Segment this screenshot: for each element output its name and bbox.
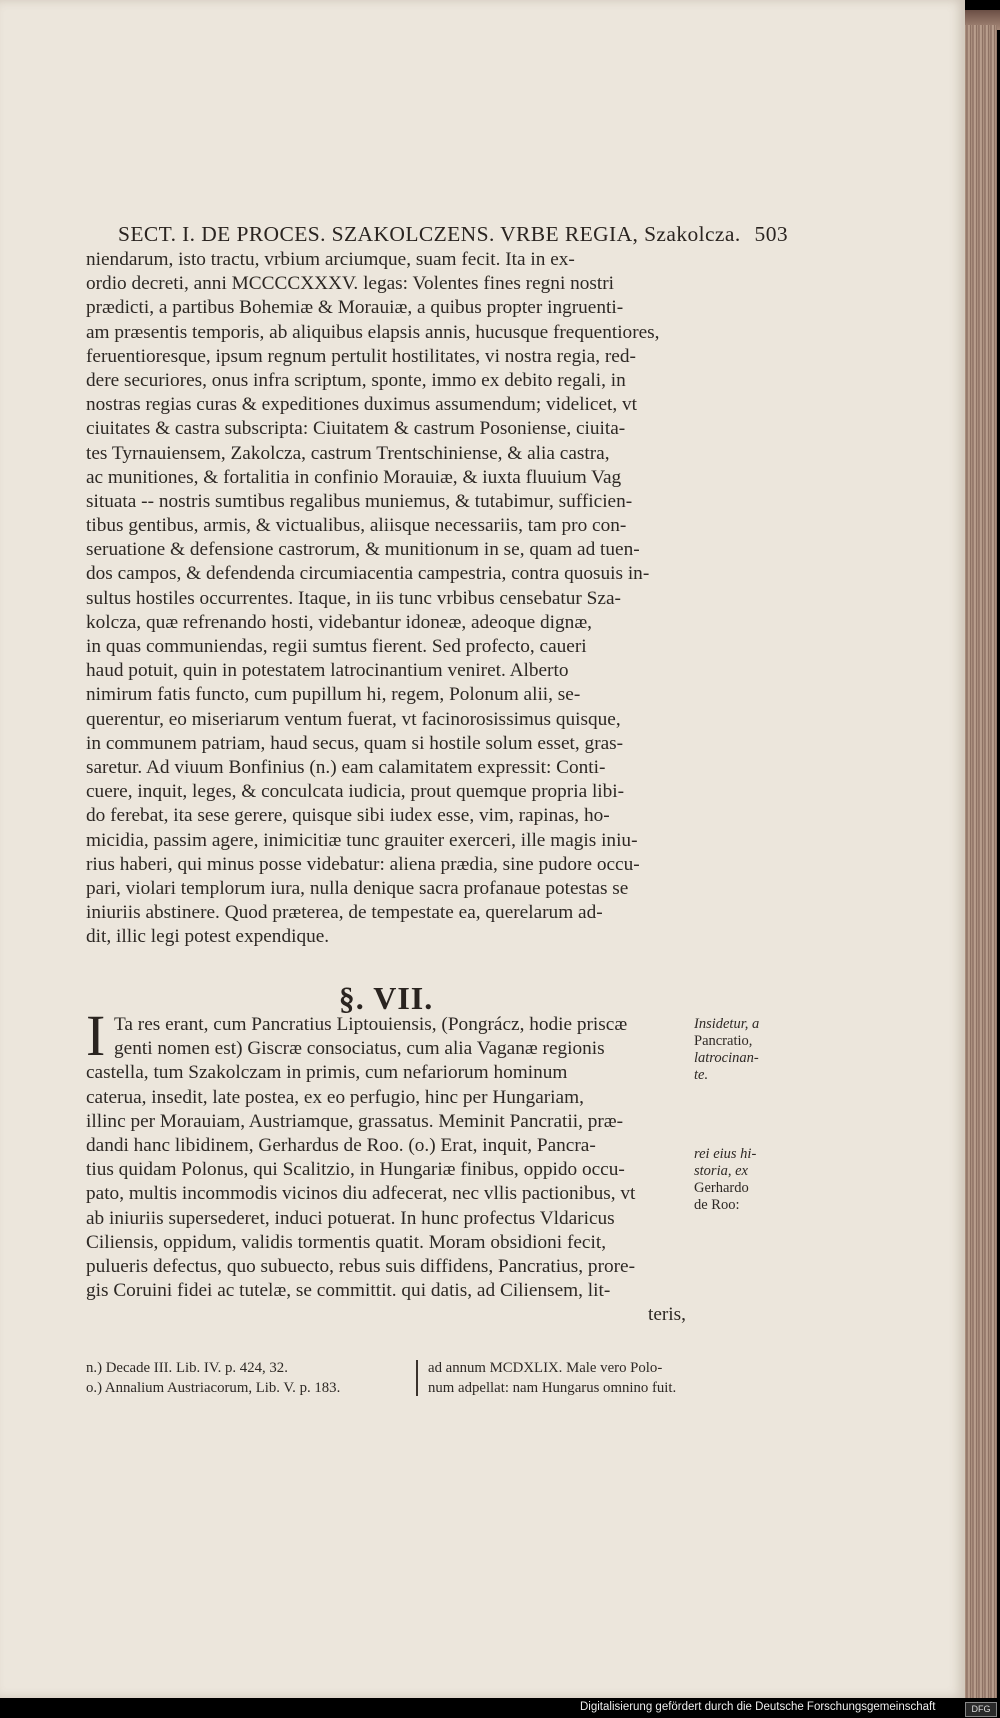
text-line: tibus gentibus, armis, & victualibus, aliisque necessariis, tam pro con- — [86, 515, 627, 537]
paragraph-1 — [86, 248, 686, 949]
text-line: pato, multis incommodis vicinos diu adfecerat, nec vllis pactionibus, vt — [86, 1183, 636, 1205]
footnote-continuation: num adpellat: nam Hungarus omnino fuit. — [428, 1380, 677, 1396]
footnote-n: n.) Decade III. Lib. IV. p. 424, 32. — [86, 1360, 288, 1376]
text-line: genti nomen est) Giscræ consociatus, cum alia Vaganæ regionis — [114, 1038, 605, 1060]
running-head — [118, 222, 788, 247]
page-number: 503 — [754, 222, 788, 246]
text-line: feruentioresque, ipsum regnum pertulit hostilitates, vi nostra regia, red- — [86, 345, 636, 367]
text-line: querentur, eo miseriarum ventum fuerat, vt facinorosissimus quisque, — [86, 708, 621, 730]
text-line: haud potuit, quin in potestatem latrocinantium veniret. Alberto — [86, 660, 569, 682]
text-line: iniuriis abstinere. Quod præterea, de tempestate ea, querelarum ad- — [86, 902, 603, 924]
text-line: in communem patriam, haud secus, quam si hostile solum esset, gras- — [86, 732, 624, 754]
dfg-logo: DFG — [965, 1702, 997, 1717]
text-line: nimirum fatis functo, cum pupillum hi, regem, Polonum alii, se- — [86, 684, 581, 706]
footnote-continuation: ad annum MCDXLIX. Male vero Polo- — [428, 1360, 663, 1376]
marginal-line: storia, ex — [694, 1163, 748, 1179]
text-line: niendarum, isto tractu, vrbium arciumque, suam fecit. Ita in ex- — [86, 249, 575, 270]
text-line: prædicti, a partibus Bohemiæ & Morauiæ, a quibus propter ingruenti- — [86, 297, 624, 319]
text-line: seruatione & defensione castrorum, & munitionum in se, quam ad tuen- — [86, 539, 640, 561]
text-line: micidia, passim agere, inimicitiæ tunc grauiter exerceri, ille magis iniu- — [86, 829, 638, 851]
text-line: teris, — [647, 1304, 686, 1326]
footnotes-left — [86, 1358, 406, 1398]
text-line: dit, illic legi potest expendique. — [86, 926, 330, 948]
text-line: pulueris defectus, quo subuecto, rebus suis diffidens, Pancratius, prore- — [86, 1255, 636, 1277]
footnote-o: o.) Annalium Austriacorum, Lib. V. p. 183. — [86, 1380, 341, 1396]
paragraph-2 — [86, 1013, 686, 1327]
text-line: nostras regias curas & expeditiones duximus assumendum; videlicet, vt — [86, 394, 638, 416]
text-line: ac munitiones, & fortalitia in confinio Morauiæ, & iuxta fluuium Vag — [86, 466, 622, 488]
text-line: ordio decreti, anni MCCCCXXXV. legas: Volentes fines regni nostri — [86, 273, 615, 295]
text-line: kolcza, quæ refrenando hosti, videbantur idoneæ, adeoque dignæ, — [86, 611, 593, 633]
marginal-line: latrocinan- — [694, 1050, 759, 1066]
text-line: dandi hanc libidinem, Gerhardus de Roo. (o.) Erat, inquit, Pancra- — [86, 1134, 596, 1156]
text-line: situata -- nostris sumtibus regalibus muniemus, & tutabimur, sufficien- — [86, 490, 633, 512]
text-line: Ciliensis, oppidum, validis tormentis quatit. Moram obsidioni fecit, — [86, 1231, 607, 1253]
text-line: gis Coruini fidei ac tutelæ, se committit. qui datis, ad Ciliensem, lit- — [86, 1280, 611, 1302]
running-head-title: SECT. I. DE PROCES. SZAKOLCZENS. VRBE REGIA, Szakolcza. — [118, 222, 741, 246]
marginal-line: te. — [694, 1067, 709, 1083]
footnotes-right — [428, 1358, 688, 1398]
text-line: saretur. Ad viuum Bonfinius (n.) eam calamitatem expressit: Conti- — [86, 756, 606, 778]
text-line: cuere, inquit, leges, & conculcata iudicia, prout quemque propria libi- — [86, 781, 625, 803]
digitization-credit: Digitalisierung gefördert durch die Deutsche Forschungsgemeinschaft — [580, 1701, 936, 1713]
marginal-note-2 — [694, 1146, 784, 1214]
marginal-note-1 — [694, 1016, 784, 1084]
text-line: do ferebat, ita sese gerere, quisque sibi iudex esse, vim, rapinas, ho- — [86, 805, 610, 827]
text-line: ciuitates & castra subscripta: Ciuitatem & castrum Posoniense, ciuita- — [86, 418, 626, 440]
marginal-line: de Roo: — [694, 1197, 740, 1213]
marginal-line: Gerhardo — [694, 1180, 749, 1196]
text-line: in quas communiendas, regii sumtus fierent. Sed profecto, caueri — [86, 636, 587, 657]
text-line: sultus hostiles occurrentes. Itaque, in iis tunc vrbibus censebatur Sza- — [86, 587, 621, 609]
text-line: castella, tum Szakolczam in primis, cum nefariorum hominum — [86, 1062, 568, 1084]
section-heading: §. VII. — [338, 980, 434, 1016]
text-line: Ta res erant, cum Pancratius Liptouiensis, (Pongrácz, hodie priscæ — [114, 1014, 628, 1035]
text-line: ab iniuriis supersederet, induci potuerat. In hunc profectus Vldaricus — [86, 1207, 615, 1229]
drop-cap: I — [86, 1003, 106, 1068]
text-line: am præsentis temporis, ab aliquibus elapsis annis, hucusque frequentiores, — [86, 321, 660, 343]
text-line: illinc per Morauiam, Austriamque, grassatus. Meminit Pancratii, præ- — [86, 1110, 624, 1132]
footnote-divider — [416, 1360, 418, 1396]
marginal-line: Insidetur, a — [694, 1016, 760, 1032]
text-line: dere securiores, onus infra scriptum, sponte, immo ex debito regali, in — [86, 369, 626, 391]
text-line: rius haberi, qui minus posse videbatur: aliena prædia, sine pudore occu- — [86, 853, 640, 875]
text-line: caterua, insedit, late postea, ex eo perfugio, hinc per Hungariam, — [86, 1086, 584, 1108]
text-line: dos campos, & defendenda circumiacentia campestria, contra quosuis in- — [86, 563, 650, 585]
text-line: tius quidam Polonus, qui Scalitzio, in Hungariæ finibus, oppido occu- — [86, 1159, 625, 1181]
book-page-edges — [965, 25, 997, 1698]
text-line: pari, violari templorum iura, nulla denique sacra profanaue potestas se — [86, 877, 629, 899]
marginal-line: Pancratio, — [694, 1033, 753, 1049]
text-line: tes Tyrnauiensem, Zakolcza, castrum Trentschiniense, & alia castra, — [86, 442, 610, 464]
marginal-line: rei eius hi- — [694, 1146, 757, 1162]
